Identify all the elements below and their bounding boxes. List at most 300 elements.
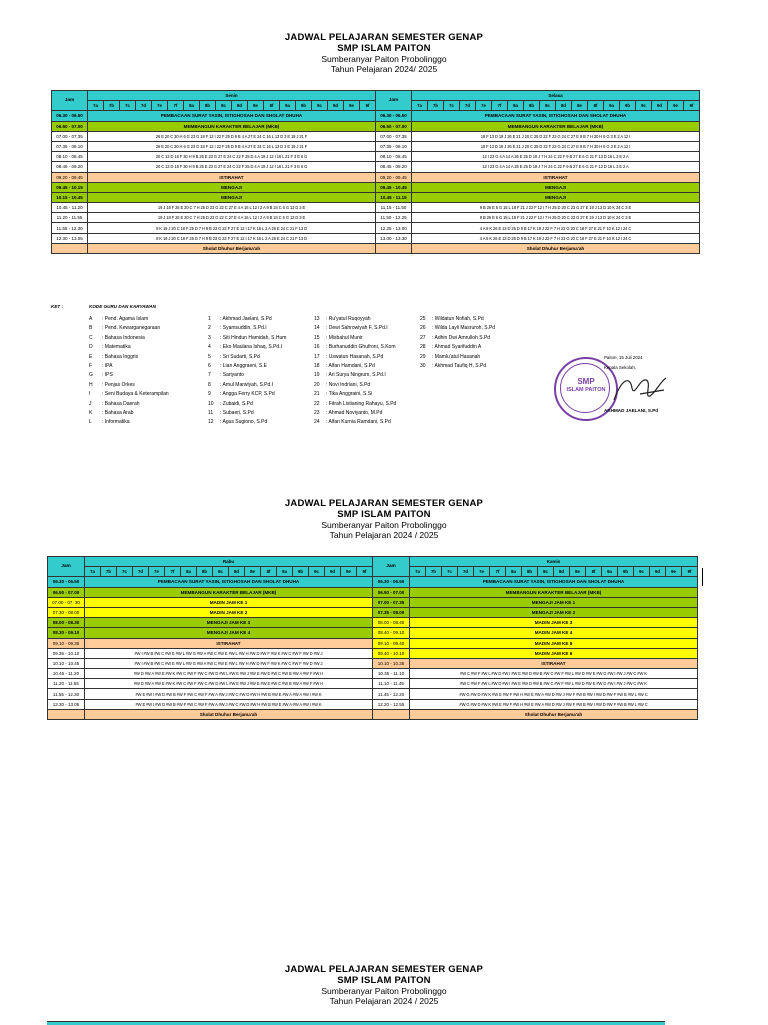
time-cell: 11.15 - 11.50 — [376, 203, 412, 213]
lesson-codes: 18 F 13 D 19 J 26 E 21 J 20 C 25 D 22 F 23 G 24 C 27 E 9 B 7 H 30 H 6 G 3 E 2 A 12 I — [412, 131, 700, 141]
legend-entry — [420, 315, 550, 324]
table-row — [52, 243, 700, 253]
legend-value: : Akhmad Taufiq H, S.Pd — [432, 362, 487, 369]
class-header: 8e — [245, 567, 261, 577]
time-cell — [373, 709, 410, 719]
class-header: 9f — [684, 101, 700, 111]
time-cell: 07.00 - 07. 30 — [48, 597, 85, 607]
legend-entry — [314, 400, 429, 409]
legend-code: 24 — [314, 419, 320, 426]
school-year: Tahun Pelajaran 2024/ 2025 — [330, 64, 438, 74]
table-row — [52, 213, 700, 223]
time-cell: 12.30 - 13.05 — [48, 699, 85, 709]
time-cell: 09.20 - 09.45 — [52, 172, 88, 182]
time-cell: 09.40 - 10.10 — [373, 648, 410, 658]
table-row — [52, 223, 700, 233]
class-header: 7b — [104, 101, 120, 111]
jam-header: Jam — [52, 91, 88, 111]
legend-value: : Mamlu'atul Hasanah — [432, 353, 481, 360]
time-cell: 11.20 - 11.55 — [52, 213, 88, 223]
lesson-codes: 4 A 8 K 26 E 13 D 25 D 9 B 17 K 19 J 22 F 7 H 23 G 20 C 18 F 27 E 21 F 10 K 12 I 24 C — [412, 233, 700, 243]
legend-value: : Seni Budaya & Keterampilan — [102, 391, 169, 398]
legend-value: : Alfan Hamdani, S.Pd — [326, 362, 375, 369]
legend-entry — [89, 381, 209, 390]
time-cell: 08.45 - 09.20 — [376, 162, 412, 172]
activity-banner: MADIN JAM KE 4 — [410, 628, 698, 638]
legend-value: : Fitrah Listianing Rahayu, S.Pd — [326, 400, 397, 407]
activity-banner: MADIN JAM KE 6 — [410, 648, 698, 658]
handwritten-signature — [610, 372, 670, 408]
legend-entry — [314, 381, 429, 390]
time-cell: 09.20 - 09.45 — [376, 172, 412, 182]
activity-banner: Sholat Dhuhur Berjama'ah — [85, 709, 373, 719]
activity-banner: ISTIRAHAT — [410, 658, 698, 668]
legend-code: I — [89, 391, 91, 398]
lesson-codes: #W D #W A #W E #W K #W C #W F #W C #W D #W L #W E #W J #W E #W E #W C #W B #W A #W F #W H — [85, 669, 373, 679]
legend-code: H — [89, 381, 93, 388]
table-row — [48, 587, 698, 597]
activity-banner: MEMBANGUN KARAKTER BELAJAR (MKB) — [85, 587, 373, 597]
class-header: 7c — [444, 101, 460, 111]
class-header: 7a — [88, 101, 104, 111]
class-header: 7f — [492, 101, 508, 111]
activity-banner: PEMBACAAN SURAT YASIN, ISTIGHOSAH DAN SHOLAT DHUHA — [412, 111, 700, 121]
legend-value: : Tika Anggraini, S.Si — [326, 391, 373, 398]
class-header: 8b — [200, 101, 216, 111]
table-row — [48, 577, 698, 587]
class-header: 9d — [325, 567, 341, 577]
legend-entry — [314, 371, 429, 380]
table-row — [48, 648, 698, 658]
time-cell: 07.35 - 08.10 — [52, 141, 88, 151]
signature-role: Kepala Sekolah, — [604, 365, 636, 370]
legend-entry — [89, 343, 209, 352]
time-cell: 07.35 - 08.00 — [373, 607, 410, 617]
legend-value: : Uswatun Hasanah, S.Pd — [326, 353, 384, 360]
class-header: 8e — [570, 567, 586, 577]
activity-banner: Sholat Dhuhur Berjama'ah — [88, 243, 376, 253]
legend-entry — [208, 400, 318, 409]
legend-entry — [208, 324, 318, 333]
class-header: 9e — [341, 567, 357, 577]
legend-value: : Matematika — [102, 344, 131, 351]
activity-banner: PEMBACAAN SURAT YASIN, ISTIGHOSAH DAN SHOLAT DHUHA — [85, 577, 373, 587]
class-header: 9c — [312, 101, 328, 111]
class-header: 8f — [586, 567, 602, 577]
legend-teachers-2 — [314, 315, 429, 428]
table-row — [52, 192, 700, 202]
header-3 — [0, 964, 768, 1006]
time-cell: 09.10 - 09.40 — [373, 638, 410, 648]
class-header: 8e — [572, 101, 588, 111]
jam-header: Jam — [376, 91, 412, 111]
legend-value: : Ari Surya Ningrum, S.Pd.I — [326, 372, 386, 379]
legend-value: : Akhmad Jaelani, S.Pd — [220, 316, 272, 322]
school-year-3: Tahun Pelajaran 2024 / 2025 — [329, 996, 439, 1006]
legend-entry — [89, 353, 209, 362]
doc-title: JADWAL PELAJARAN SEMESTER GENAP — [284, 32, 484, 43]
class-header: 9a — [280, 101, 296, 111]
legend-entry — [208, 334, 318, 343]
legend-code: 15 — [314, 334, 320, 341]
table-row — [48, 669, 698, 679]
time-cell: 06.30 - 06.50 — [52, 111, 88, 121]
table-row — [52, 111, 700, 121]
lesson-codes: 12 I 23 G 4 A 14 A 26 E 25 D 19 J 7 H 24 C 22 F 9 B 27 E 6 G 21 F 13 D 16 L 3 E 2 A — [412, 162, 700, 172]
legend-entry — [314, 353, 429, 362]
legend-entry — [314, 324, 429, 333]
legend-value: : Misbahul Munir — [326, 334, 363, 341]
legend-code: 5 — [208, 353, 211, 360]
header-1 — [0, 32, 768, 74]
time-cell: 10.15 - 10.45 — [52, 192, 88, 202]
class-header: 8c — [216, 101, 232, 111]
lesson-codes: #W E #W I #W D #W B #W F #W C #W F #W A #W J #W C #W D #W H #W B #W E #W A #W A #W I #W K — [85, 699, 373, 709]
time-cell: 07.35 - 08.10 — [376, 141, 412, 151]
class-header: 8a — [184, 101, 200, 111]
legend-entry — [89, 390, 209, 399]
time-cell: 08.10 - 08.45 — [376, 152, 412, 162]
legend-code: D — [89, 344, 93, 351]
class-header: 8a — [506, 567, 522, 577]
legend-label: KET : — [51, 304, 63, 309]
class-header: 9a — [602, 567, 618, 577]
time-cell: 08.40 - 09.10 — [373, 628, 410, 638]
header-2 — [0, 498, 768, 540]
class-header: 9b — [296, 101, 312, 111]
time-cell: 08.10 - 08.45 — [52, 152, 88, 162]
legend-code: 27 — [420, 334, 426, 341]
schedule-table-2 — [47, 556, 698, 720]
legend-code: C — [89, 334, 93, 341]
legend-entry — [89, 324, 209, 333]
time-cell: 09.10 - 09.35 — [48, 638, 85, 648]
legend-code: 1 — [208, 316, 211, 322]
legend-code: 3 — [208, 334, 211, 341]
legend-entry — [208, 315, 318, 324]
class-header: 7c — [442, 567, 458, 577]
doc-title-2: JADWAL PELAJARAN SEMESTER GENAP — [284, 498, 484, 509]
activity-banner: Sholat Dhuhur Berjama'ah — [412, 243, 700, 253]
legend-entry — [314, 315, 429, 324]
signature-place-date: Paiton, 15 Juli 2024 — [604, 355, 643, 360]
time-cell: 11.10 - 11.45 — [373, 679, 410, 689]
header-row-days — [52, 91, 700, 101]
class-header: 9d — [652, 101, 668, 111]
class-header: 7d — [133, 567, 149, 577]
activity-banner: Sholat Dhuhur Berjama'ah — [410, 709, 698, 719]
legend-code: 19 — [314, 372, 320, 379]
legend-value: : Pend. Agama Islam — [102, 316, 149, 322]
legend-code: 13 — [314, 316, 320, 322]
activity-banner: MENGAJI — [412, 192, 700, 202]
time-cell: 06.50 - 07.00 — [52, 121, 88, 131]
legend-entry — [208, 353, 318, 362]
legend-code: 26 — [420, 325, 426, 332]
table-row — [48, 618, 698, 628]
legend-value: : Ahmad Syarifuddin A — [432, 344, 482, 351]
legend-code: 25 — [420, 316, 426, 322]
time-cell: 09.35 - 10.10 — [48, 648, 85, 658]
legend-code: 8 — [208, 381, 211, 388]
activity-banner: MENGAJI JAM KE 3 — [85, 618, 373, 628]
legend-value: : Informatika — [102, 419, 130, 426]
time-cell: 07.00 - 07.35 — [373, 597, 410, 607]
lesson-codes: 26 E 20 C 30 H 6 G 23 G 18 F 12 I 22 F 25 D 9 B 4 A 27 E 24 C 16 L 13 D 3 E 19 J 21 F — [88, 131, 376, 141]
activity-banner: MENGAJI — [88, 192, 376, 202]
class-header: 9b — [620, 101, 636, 111]
legend-code: G — [89, 372, 93, 379]
lesson-codes: 20 C 13 D 18 F 30 H 9 B 26 E 23 G 27 E 24 C 22 F 25 D 4 A 19 J 12 I 16 L 21 F 3 E 6 G — [88, 162, 376, 172]
legend-value: : Syamsuddin, S.Pd.I — [220, 325, 267, 332]
legend-code: 17 — [314, 353, 320, 360]
school-address: Sumberanyar Paiton Probolinggo — [321, 54, 447, 64]
activity-banner: MADIN JAM KE 5 — [410, 638, 698, 648]
legend-code: 4 — [208, 344, 211, 351]
class-header: 9f — [682, 567, 698, 577]
class-header: 7a — [412, 101, 428, 111]
table-3-top-edge — [47, 1021, 665, 1025]
class-header: 9c — [634, 567, 650, 577]
activity-banner: MADIN JAM KE 1 — [85, 597, 373, 607]
time-cell: 08.30 - 09.10 — [48, 628, 85, 638]
class-header: 9f — [360, 101, 376, 111]
lesson-codes: #W G #W D #W K #W E #W F #W H #W E #W A #W D #W J #W F #W B #W I #W D #W F #W B #W L #W C — [410, 699, 698, 709]
day-header-left: Senin — [88, 91, 376, 101]
time-cell: 10.45 - 11.20 — [48, 669, 85, 679]
legend-code: 16 — [314, 344, 320, 351]
legend-heading: KODE GURU DAN KARYAWAN — [89, 304, 156, 309]
schedule-table-1 — [51, 90, 700, 254]
activity-banner: MEMBANGUN KARAKTER BELAJAR (MKB) — [88, 121, 376, 131]
legend-entry — [208, 390, 318, 399]
school-address-3: Sumberanyar Paiton Probolinggo — [321, 986, 447, 996]
table-row — [52, 141, 700, 151]
time-cell: 07.30 - 08.00 — [48, 607, 85, 617]
school-name-2: SMP ISLAM PAITON — [337, 509, 431, 520]
table-row — [48, 607, 698, 617]
lesson-codes: #W D #W A #W E #W K #W C #W F #W C #W D #W L #W E #W J #W E #W E #W C #W B #W A #W F #W H — [85, 679, 373, 689]
class-header: 7f — [168, 101, 184, 111]
legend-entry — [89, 315, 209, 324]
activity-banner: MENGAJI JAM KE 1 — [410, 597, 698, 607]
day-header-right: Kamis — [410, 557, 698, 567]
class-header: 7b — [101, 567, 117, 577]
legend-value: : Ru'yatul Ruqoyyah — [326, 316, 371, 322]
legend-value: : Siti Hindun Hamidah, S.Hum — [220, 334, 287, 341]
legend-value: : Adhin Dwi Amrulloh S.Pd — [432, 334, 491, 341]
lesson-codes: 20 C 13 D 18 F 30 H 9 B 26 E 23 G 27 E 24 C 22 F 25 D 4 A 19 J 12 I 16 L 21 F 3 E 6 G — [88, 152, 376, 162]
activity-banner: MENGAJI JAM KE 2 — [410, 607, 698, 617]
legend-entry — [420, 353, 550, 362]
legend-entry — [314, 334, 429, 343]
school-name-3: SMP ISLAM PAITON — [337, 975, 431, 986]
class-header: 7e — [152, 101, 168, 111]
legend-value: : Wildatun Nofiah, S.Pd — [432, 316, 484, 322]
activity-banner: MADIN JAM KE 2 — [85, 607, 373, 617]
legend-entry — [89, 362, 209, 371]
legend-code: 28 — [420, 344, 426, 351]
time-cell: 12.20 - 12.55 — [373, 699, 410, 709]
legend-teachers-3 — [420, 315, 550, 371]
legend-code: 9 — [208, 391, 211, 398]
lesson-codes: 9 B 26 E 6 G 15 L 18 F 21 J 22 F 12 I 7 H 25 D 20 C 23 G 27 E 19 J 13 D 10 K 24 C 3 E — [412, 203, 700, 213]
lesson-codes: #W C #W F #W L #W D #W I #W E #W D #W B #W C #W F #W L #W D #W E #W G #W I #W J #W C #W K — [410, 679, 698, 689]
table-row — [48, 597, 698, 607]
legend-code: 10 — [208, 400, 214, 407]
legend-code: 20 — [314, 381, 320, 388]
class-header: 7f — [490, 567, 506, 577]
legend-value: : Ahmad Noviyanto, M.Pd — [326, 409, 383, 416]
class-header: 7d — [460, 101, 476, 111]
legend-code: 11 — [208, 409, 214, 416]
time-cell: 06.50 - 07.00 — [376, 121, 412, 131]
class-header: 7e — [474, 567, 490, 577]
class-header: 8d — [232, 101, 248, 111]
legend-code: F — [89, 362, 93, 369]
class-header: 9d — [650, 567, 666, 577]
class-header: 9e — [344, 101, 360, 111]
jam-header: Jam — [48, 557, 85, 577]
seal-text-mid: ISLAM PAITON — [566, 387, 606, 393]
class-header: 7d — [136, 101, 152, 111]
class-header: 8e — [248, 101, 264, 111]
legend-value: : IPS — [102, 372, 113, 379]
table-row — [48, 709, 698, 719]
legend-entry — [314, 362, 429, 371]
legend-entry — [89, 418, 209, 427]
seal-text-top: SMP — [577, 377, 595, 386]
legend-entry — [208, 409, 318, 418]
legend-value: : Pend. Kewarganegaraan — [102, 325, 161, 332]
legend-code: K — [89, 409, 93, 416]
lesson-codes: 12 I 23 G 4 A 14 A 26 E 25 D 19 J 7 H 24 C 22 F 9 B 27 E 6 G 21 F 13 D 16 L 3 E 2 A — [412, 152, 700, 162]
legend-value: : Angga Ferry KCP, S.Pd — [220, 391, 275, 398]
class-header: 8d — [556, 101, 572, 111]
table-row — [52, 203, 700, 213]
time-cell: 06.50 - 07.00 — [48, 587, 85, 597]
legend-code: 7 — [208, 372, 211, 379]
legend-entry — [314, 418, 429, 427]
table-row — [52, 172, 700, 182]
class-header: 8c — [213, 567, 229, 577]
legend-value: : Bahasa Inggris — [102, 353, 139, 360]
legend-code: 21 — [314, 391, 320, 398]
table-row — [52, 131, 700, 141]
legend-value: : Penjas Orkes — [102, 381, 135, 388]
day-header-right: Selasa — [412, 91, 700, 101]
lesson-codes: #W C #W F #W L #W D #W I #W E #W D #W B #W C #W F #W L #W D #W E #W G #W I #W J #W C #W K — [410, 669, 698, 679]
text-cursor — [702, 568, 703, 586]
class-header: 9a — [604, 101, 620, 111]
time-cell: 06.30 - 06.50 — [373, 577, 410, 587]
legend-value: : Zubaidi, S.Pd — [220, 400, 253, 407]
activity-banner: ISTIRAHAT — [88, 172, 376, 182]
table-row — [52, 162, 700, 172]
legend-value: : Burhanuddin Ghufroni, S.Kom — [326, 344, 396, 351]
lesson-codes: #W I #W B #W C #W E #W L #W G #W A #W C #W E #W L #W H #W D #W F #W K #W C #W F #W D #W J — [85, 658, 373, 668]
legend-subjects — [89, 315, 209, 428]
class-header: 9e — [666, 567, 682, 577]
time-cell: 10.45 - 11.15 — [376, 192, 412, 202]
legend-value: : Alfan Kurnia Ramdani, S.Pd — [326, 419, 391, 426]
legend-value: : Novi Indriani, S.Pd — [326, 381, 371, 388]
school-year-2: Tahun Pelajaran 2024 / 2025 — [329, 530, 439, 540]
legend-value: : Eko Maulana Ishaq, S.Pd.I — [220, 344, 282, 351]
day-header-left: Rabu — [85, 557, 373, 567]
activity-banner: ISTIRAHAT — [412, 172, 700, 182]
legend-entry — [420, 334, 550, 343]
legend-value: : Wilda Layli Masruroh, S.Pd — [432, 325, 496, 332]
class-header: 9a — [277, 567, 293, 577]
header-row-days — [48, 557, 698, 567]
activity-banner: PEMBACAAN SURAT YASIN, ISTIGHOSAH DAN SHOLAT DHUHA — [88, 111, 376, 121]
lesson-codes: 8 K 19 J 20 C 18 F 25 D 7 H 9 B 23 G 22 F 27 E 12 I 17 K 16 L 2 A 26 E 24 C 21 F 13 D — [88, 223, 376, 233]
time-cell: 11.20 - 11.55 — [48, 679, 85, 689]
class-header: 9b — [293, 567, 309, 577]
table-row — [48, 658, 698, 668]
lesson-codes: 8 K 19 J 20 C 18 F 25 D 7 H 9 B 23 G 22 F 27 E 12 I 17 K 16 L 2 A 26 E 24 C 21 F 13 D — [88, 233, 376, 243]
legend-code: 22 — [314, 400, 320, 407]
time-cell: 07.00 - 07.35 — [376, 131, 412, 141]
class-header: 9c — [309, 567, 325, 577]
time-cell: 09.45 - 10.45 — [376, 182, 412, 192]
class-header: 7a — [85, 567, 101, 577]
signature-block — [552, 352, 672, 432]
legend-value: : Sri Sudarti, S.Pd — [220, 353, 260, 360]
lesson-codes: 9 B 26 E 6 G 15 L 18 F 21 J 22 F 12 I 7 H 25 D 20 C 23 G 27 E 19 J 13 D 10 K 24 C 3 E — [412, 213, 700, 223]
legend-value: : IPA — [102, 362, 113, 369]
class-header: 7b — [428, 101, 444, 111]
lesson-codes: 26 E 20 C 30 H 6 G 23 G 18 F 12 I 22 F 25 D 9 B 4 A 27 E 24 C 16 L 13 D 3 E 19 J 21 F — [88, 141, 376, 151]
signature-name: AKHMAD JAELANI, S.Pd — [604, 408, 659, 413]
table-row — [52, 182, 700, 192]
legend-code: 14 — [314, 325, 320, 332]
table-row — [48, 638, 698, 648]
legend-code: E — [89, 353, 93, 360]
legend-entry — [208, 418, 318, 427]
legend-value: : Bahasa Arab — [102, 409, 134, 416]
table-row — [48, 689, 698, 699]
class-header: 7c — [117, 567, 133, 577]
legend-code: A — [89, 316, 93, 322]
legend-entry — [208, 381, 318, 390]
class-header: 9e — [668, 101, 684, 111]
lesson-codes: 19 J 18 F 26 E 20 C 7 H 25 D 23 G 22 C 27 E 4 A 16 L 12 I 2 A 9 B 24 C 6 G 13 D 3 E — [88, 203, 376, 213]
class-header: 7a — [410, 567, 426, 577]
class-header: 8f — [588, 101, 604, 111]
legend-entry — [89, 334, 209, 343]
legend-value: : Sariyanto — [220, 372, 244, 379]
legend-entry — [208, 343, 318, 352]
table-row — [52, 121, 700, 131]
legend-entry — [208, 371, 318, 380]
table-row — [52, 233, 700, 243]
table-row — [48, 699, 698, 709]
time-cell: 11.50 - 12.25 — [376, 213, 412, 223]
legend-value: : Lian Anggraeni, S.E — [220, 362, 267, 369]
time-cell: 10.45 - 11.20 — [52, 203, 88, 213]
class-header: 8d — [554, 567, 570, 577]
class-header: 8f — [261, 567, 277, 577]
time-cell: 06.30 - 06.50 — [48, 577, 85, 587]
class-header: 8b — [524, 101, 540, 111]
class-header: 7b — [426, 567, 442, 577]
legend-teachers-1 — [208, 315, 318, 428]
class-header: 8b — [197, 567, 213, 577]
legend-code: 6 — [208, 362, 211, 369]
class-header: 9b — [618, 567, 634, 577]
